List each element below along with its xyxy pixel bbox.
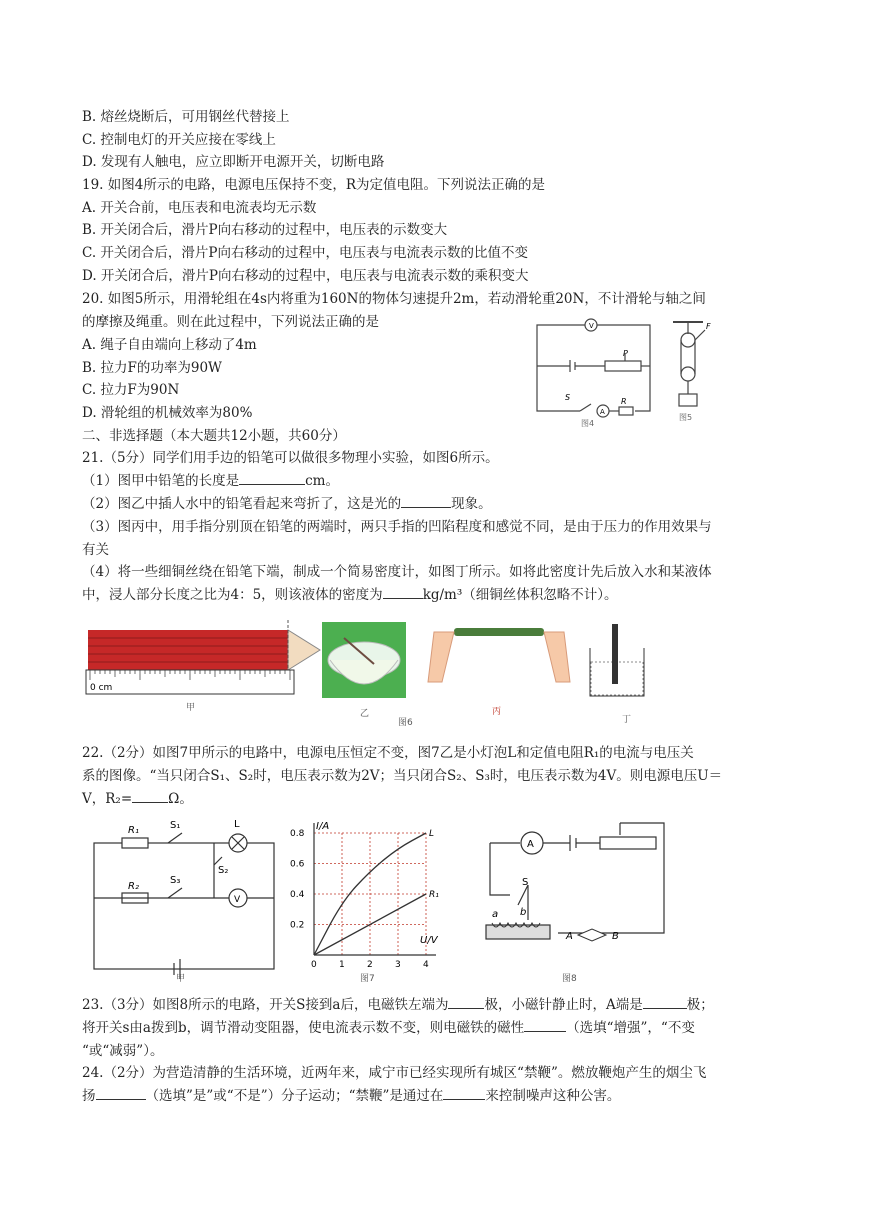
pencil-body bbox=[88, 630, 288, 670]
densitometer-pencil bbox=[612, 624, 618, 684]
q24-line1: 24.（2分）为营造清静的生活环境，近两年来，咸宁市已经实现所有城区“禁鞭”。燃放鞭炮产生的烟尘飞 bbox=[82, 1065, 707, 1081]
fig4-s-label: S bbox=[565, 393, 571, 402]
x-axis-label: U/V bbox=[420, 935, 438, 946]
answer-blank[interactable] bbox=[448, 996, 484, 1009]
figure-7-graph bbox=[288, 815, 444, 985]
section-2-heading: 二、非选择题（本大题共12小题，共60分） bbox=[82, 428, 346, 444]
q23-line2: 将开关s由a拨到b，调节滑动变阻器，使电流表示数不变，则电磁铁的磁性 （选填“增强”，“不变 bbox=[82, 1020, 695, 1036]
figure-4-5 bbox=[525, 316, 735, 428]
answer-blank[interactable] bbox=[96, 1087, 146, 1100]
answer-blank[interactable] bbox=[132, 790, 168, 803]
fig8-needle-a-end: A bbox=[566, 931, 573, 942]
answer-blank[interactable] bbox=[524, 1019, 566, 1032]
q20-option-c: C. 拉力F为90N bbox=[82, 382, 180, 398]
fig7-s1-label: S₁ bbox=[170, 820, 181, 831]
q24-line2: 扬 （选填”是”或“不是”）分子运动；“禁鞭”是通过在 来控制噪声这种公害。 bbox=[82, 1088, 621, 1104]
x-tick-label: 1 bbox=[339, 960, 345, 970]
q21-part4-line2: 中，浸人部分长度之比为4：5，则该液体的密度为 kg/m³（细铜丝体积忽略不计）。 bbox=[82, 587, 618, 603]
ruler-unit: 0 cm bbox=[90, 683, 113, 693]
q18-option-c: C. 控制电灯的开关应接在零线上 bbox=[82, 132, 276, 148]
fig7-caption: 图7 bbox=[360, 974, 375, 984]
q18-option-d: D. 发现有人触电，应立即断开电源开关，切断电路 bbox=[82, 154, 385, 170]
fig7-r1-label: R₁ bbox=[128, 825, 139, 836]
figure-7-circuit bbox=[84, 815, 284, 985]
y-axis-label: I/A bbox=[316, 821, 330, 832]
fig6-yi-label: 乙 bbox=[360, 709, 370, 719]
q21-part4-line1: （4）将一些细铜丝绕在铅笔下端，制成一个简易密度计，如图丁所示。如将此密度计先后放入水和某液体 bbox=[82, 564, 712, 580]
q22-line3: V，R₂= Ω。 bbox=[82, 791, 193, 807]
q18-option-b: B. 熔丝烧断后，可用钢丝代替接上 bbox=[82, 109, 290, 125]
fig8-caption: 图8 bbox=[562, 974, 577, 984]
q19-stem: 19. 如图4所示的电路，电源电压保持不变，R为定值电阻。下列说法正确的是 bbox=[82, 177, 546, 193]
fig7-s3-label: S₃ bbox=[170, 875, 181, 886]
fig4-caption: 图4 bbox=[581, 419, 595, 428]
answer-blank[interactable] bbox=[383, 586, 423, 599]
pencil-tip bbox=[288, 630, 320, 670]
q21-part2: （2）图乙中插人水中的铅笔看起来弯折了，这是光的 现象。 bbox=[82, 496, 492, 512]
series-label: R₁ bbox=[429, 890, 439, 900]
x-tick-label: 3 bbox=[395, 960, 401, 970]
fig8-a-contact: a bbox=[492, 909, 499, 920]
fig7-jia-label: 甲 bbox=[176, 974, 186, 984]
q20-option-b: B. 拉力F的功率为90W bbox=[82, 360, 222, 376]
y-tick-label: 0.4 bbox=[290, 890, 305, 900]
q21-part3-line2: 有关 bbox=[82, 542, 109, 558]
fig7-r2-label: R₂ bbox=[128, 881, 139, 892]
answer-blank[interactable] bbox=[443, 1087, 485, 1100]
y-tick-label: 0.6 bbox=[290, 859, 305, 870]
fig7-lamp-label: L bbox=[234, 819, 240, 830]
q19-option-a: A. 开关合前，电压表和电流表均无示数 bbox=[82, 200, 317, 216]
pencil-between-fingers bbox=[454, 628, 544, 636]
series-label: L bbox=[429, 829, 435, 839]
fig4-voltmeter-label: V bbox=[589, 322, 594, 330]
q23-line3: “或“减弱”）。 bbox=[82, 1043, 164, 1059]
q20-stem-line1: 20. 如图5所示，用滑轮组在4s内将重为160N的物体匀速提升2m，若动滑轮重20N，不计滑轮与轴之间 bbox=[82, 291, 706, 307]
q20-stem-line2: 的摩擦及绳重。则在此过程中，下列说法正确的是 bbox=[82, 314, 379, 330]
q19-option-c: C. 开关闭合后，滑片P向右移动的过程中，电压表与电流表示数的比值不变 bbox=[82, 245, 529, 261]
q21-stem: 21.（5分）同学们用手边的铅笔可以做很多物理小实验，如图6所示。 bbox=[82, 450, 499, 466]
fig5-caption: 图5 bbox=[679, 413, 693, 422]
q23-line1: 23.（3分）如图8所示的电路，开关S接到a后，电磁铁左端为 极，小磁针静止时，A端是 极； bbox=[82, 997, 714, 1013]
fig8-ammeter-label: A bbox=[527, 839, 534, 850]
q22-line2: 系的图像。“当只闭合S₁、S₂时，电压表示数为2V；当只闭合S₂、S₃时，电压表示数为4V。则电源电压U＝ bbox=[82, 768, 723, 784]
q21-part1: （1）图甲中铅笔的长度是 cm。 bbox=[82, 473, 339, 489]
q22-line1: 22.（2分）如图7甲所示的电路中，电源电压恒定不变，图7乙是小灯泡L和定值电阻R₁的电流与电压关 bbox=[82, 745, 694, 761]
fig7-s2-label: S₂ bbox=[218, 865, 229, 876]
x-tick-label: 2 bbox=[367, 960, 373, 970]
fig6-caption: 图6 bbox=[398, 718, 413, 728]
q19-option-b: B. 开关闭合后，滑片P向右移动的过程中，电压表的示数变大 bbox=[82, 222, 448, 238]
answer-blank[interactable] bbox=[239, 472, 305, 485]
fig6-bing-label: 丙 bbox=[492, 707, 502, 717]
q20-option-a: A. 绳子自由端向上移动了4m bbox=[82, 337, 257, 353]
figure-8 bbox=[480, 815, 680, 985]
x-tick-label: 0 bbox=[311, 960, 317, 970]
fig8-switch-label: S bbox=[522, 877, 529, 888]
fig5-f-label: F bbox=[706, 322, 711, 331]
q19-option-d: D. 开关闭合后，滑片P向右移动的过程中，电压表与电流表示数的乘积变大 bbox=[82, 268, 529, 284]
q21-part3-line1: （3）图丙中，用手指分别顶在铅笔的两端时，两只手指的凹陷程度和感觉不同，是由于压力的作用效果与 bbox=[82, 519, 712, 535]
y-tick-label: 0.2 bbox=[290, 920, 305, 931]
answer-blank[interactable] bbox=[401, 495, 451, 508]
fig4-ammeter-label: A bbox=[600, 408, 605, 416]
fig6-ding-label: 丁 bbox=[622, 715, 632, 725]
figure-6 bbox=[82, 618, 662, 730]
fig8-b-contact: b bbox=[520, 907, 527, 918]
fig4-p-label: P bbox=[623, 349, 628, 358]
fig4-r-label: R bbox=[621, 397, 627, 406]
fig7-voltmeter-label: V bbox=[234, 895, 241, 905]
fig8-needle-b-end: B bbox=[612, 931, 619, 942]
fig6-jia-label: 甲 bbox=[186, 703, 196, 713]
q20-option-d: D. 滑轮组的机械效率为80% bbox=[82, 405, 253, 421]
x-tick-label: 4 bbox=[423, 960, 429, 970]
answer-blank[interactable] bbox=[643, 996, 687, 1009]
y-tick-label: 0.8 bbox=[290, 829, 305, 839]
